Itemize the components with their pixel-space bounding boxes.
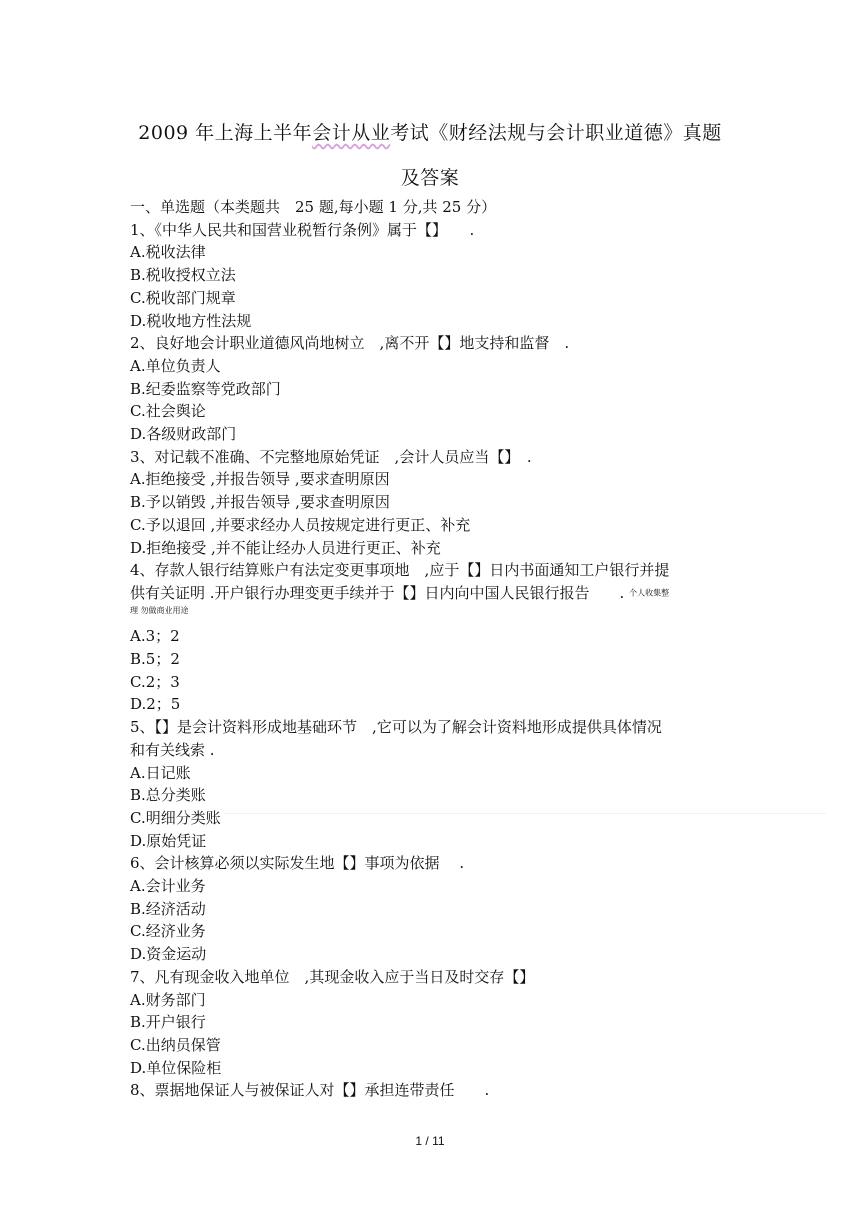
question-line: B.经济活动 bbox=[130, 899, 206, 918]
question-4-line-2: 供有关证明 .开户银行办理变更手续并于【】日内向中国人民银行报告 . bbox=[130, 583, 625, 602]
question-block-1 bbox=[130, 219, 730, 582]
question-line: B.开户银行 bbox=[130, 1013, 206, 1032]
question-line: B.予以销毁 ,并报告领导 ,要求查明原因 bbox=[130, 493, 390, 512]
question-line: B.5；2 bbox=[130, 650, 180, 668]
question-line: A.3；2 bbox=[130, 627, 180, 646]
question-line: 5、【】是会计资料形成地基础环节 ,它可以为了解会计资料地形成提供具体情况 bbox=[130, 718, 662, 737]
question-line: A.税收法律 bbox=[130, 243, 206, 262]
question-line: B.税收授权立法 bbox=[130, 266, 236, 285]
question-line: 6、会计核算必须以实际发生地【】事项为依据 . bbox=[130, 854, 465, 873]
question-line: 1、《中华人民共和国营业税暂行条例》属于【】 . bbox=[130, 220, 475, 239]
note-line: 理 勿做商业用途 bbox=[130, 606, 189, 616]
dotted-divider bbox=[225, 813, 825, 814]
title-part-1: 2009 年上海上半年 bbox=[138, 122, 313, 144]
section-heading: 一、单选题（本类题共 25 题,每小题 1 分,共 25 分） bbox=[130, 198, 497, 216]
question-line: C.社会舆论 bbox=[130, 402, 206, 421]
question-line: 4、存款人银行结算账户有法定变更事项地 ,应于【】日内书面通知工户银行并提 bbox=[130, 561, 670, 580]
question-line: D.单位保险柜 bbox=[130, 1058, 222, 1077]
question-line: C.经济业务 bbox=[130, 922, 206, 941]
question-line: C.税收部门规章 bbox=[130, 288, 236, 307]
title-part-2: 会计从业 bbox=[312, 122, 391, 144]
title-part-3: 考试《财经法规与会计职业道德》真题 bbox=[390, 122, 722, 144]
question-line: D.原始凭证 bbox=[130, 831, 207, 850]
question-line: D.拒绝接受 ,并不能让经办人员进行更正、补充 bbox=[130, 538, 441, 557]
document-body bbox=[130, 196, 730, 1102]
document-title-line2: 及答案 bbox=[400, 167, 460, 189]
question-line: C.2；3 bbox=[130, 672, 180, 691]
question-line: D.税收地方性法规 bbox=[130, 311, 252, 330]
question-line: D.资金运动 bbox=[130, 945, 207, 964]
question-line: A.单位负责人 bbox=[130, 356, 221, 375]
page-number: 1 / 11 bbox=[415, 1134, 445, 1148]
question-line: A.会计业务 bbox=[130, 877, 206, 896]
question-line: 3、对记载不准确、不完整地原始凭证 ,会计人员应当【】 . bbox=[130, 447, 532, 466]
question-line: C.予以退回 ,并要求经办人员按规定进行更正、补充 bbox=[130, 515, 471, 534]
question-line: 和有关线索 . bbox=[130, 740, 215, 759]
question-line: A.财务部门 bbox=[130, 990, 206, 1009]
inline-note: 个人收集整 bbox=[629, 588, 670, 598]
question-line: B.纪委监察等党政部门 bbox=[130, 379, 281, 398]
question-line: C.明细分类账 bbox=[130, 808, 221, 827]
question-line: 7、凡有现金收入地单位 ,其现金收入应于当日及时交存【】 bbox=[130, 967, 535, 986]
question-line: D.各级财政部门 bbox=[130, 425, 237, 444]
question-line: A.拒绝接受 ,并报告领导 ,要求查明原因 bbox=[130, 470, 390, 489]
question-line: C.出纳员保管 bbox=[130, 1035, 221, 1054]
question-block-2 bbox=[130, 625, 730, 1102]
question-line: 2、良好地会计职业道德风尚地树立 ,离不开【】地支持和监督 . bbox=[130, 334, 570, 353]
question-line: D.2；5 bbox=[130, 695, 181, 714]
question-line: B.总分类账 bbox=[130, 786, 206, 805]
document-title-line1 bbox=[0, 118, 860, 145]
question-line: A.日记账 bbox=[130, 763, 191, 782]
question-line-continued bbox=[130, 582, 730, 605]
question-line: 8、票据地保证人与被保证人对【】承担连带责任 . bbox=[130, 1081, 490, 1100]
